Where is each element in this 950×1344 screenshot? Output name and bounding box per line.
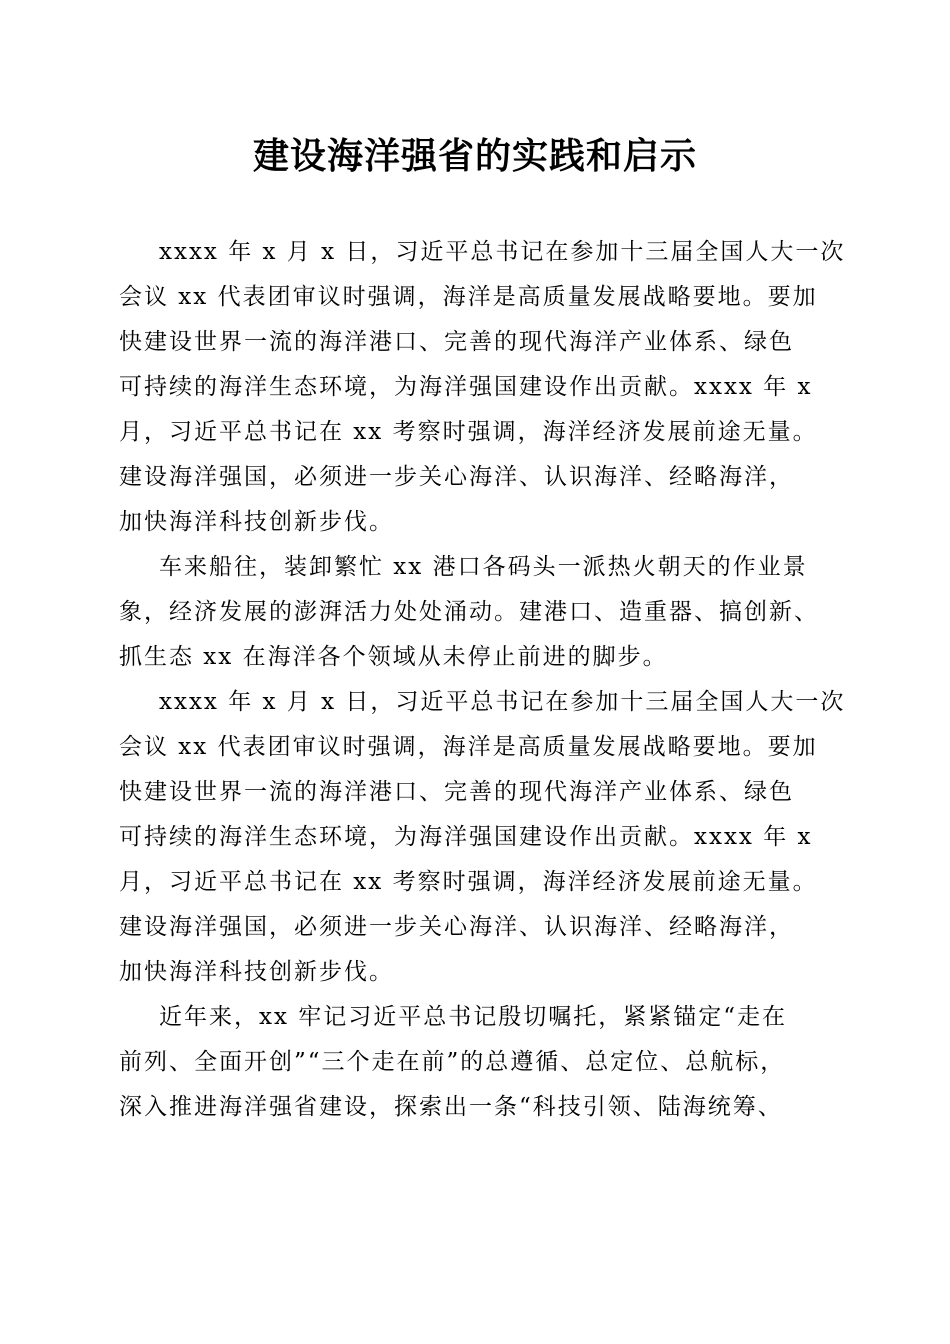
document-title: 建设海洋强省的实践和启示 (252, 135, 697, 177)
paragraph-line: 象，经济发展的澎湃活力处处涌动。建港口、造重器、搞创新、 (119, 599, 819, 625)
paragraph (119, 995, 831, 1130)
paragraph-line: 会议 xx 代表团审议时强调，海洋是高质量发展战略要地。要加 (119, 284, 818, 310)
paragraph-line: 前列、全面开创”“三个走在前”的总遵循、总定位、总航标， (119, 1049, 786, 1075)
paragraph-line: xxxx 年 x 月 x 日，习近平总书记在参加十三届全国人大一次 (159, 689, 846, 715)
paragraph-line: 月，习近平总书记在 xx 考察时强调，海洋经济发展前途无量。 (119, 869, 818, 895)
paragraph-line: 建设海洋强国，必须进一步关心海洋、认识海洋、经略海洋， (119, 914, 794, 940)
paragraph-line: 抓生态 xx 在海洋各个领域从未停止前进的脚步。 (119, 644, 668, 670)
paragraph-line: 车来船往，装卸繁忙 xx 港口各码头一派热火朝天的作业景 (159, 554, 808, 580)
paragraph (119, 680, 846, 995)
document-body (119, 230, 846, 1130)
paragraph (119, 545, 831, 680)
paragraph-line: 深入推进海洋强省建设，探索出一条“科技引领、陆海统筹、 (119, 1094, 783, 1120)
paragraph-line: 加快海洋科技创新步伐。 (119, 959, 394, 985)
paragraph-line: 建设海洋强国，必须进一步关心海洋、认识海洋、经略海洋， (119, 464, 794, 490)
paragraph-line: 可持续的海洋生态环境，为海洋强国建设作出贡献。xxxx 年 x (119, 824, 813, 850)
paragraph-line: 可持续的海洋生态环境，为海洋强国建设作出贡献。xxxx 年 x (119, 374, 813, 400)
paragraph-line: 会议 xx 代表团审议时强调，海洋是高质量发展战略要地。要加 (119, 734, 818, 760)
paragraph-line: 加快海洋科技创新步伐。 (119, 509, 394, 535)
paragraph-line: 快建设世界一流的海洋港口、完善的现代海洋产业体系、绿色 (119, 329, 794, 355)
paragraph-line: 月，习近平总书记在 xx 考察时强调，海洋经济发展前途无量。 (119, 419, 818, 445)
paragraph (119, 230, 846, 545)
paragraph-line: xxxx 年 x 月 x 日，习近平总书记在参加十三届全国人大一次 (159, 239, 846, 265)
paragraph-line: 近年来，xx 牢记习近平总书记殷切嘱托，紧紧锚定“走在 (159, 1004, 788, 1030)
paragraph-line: 快建设世界一流的海洋港口、完善的现代海洋产业体系、绿色 (119, 779, 794, 805)
